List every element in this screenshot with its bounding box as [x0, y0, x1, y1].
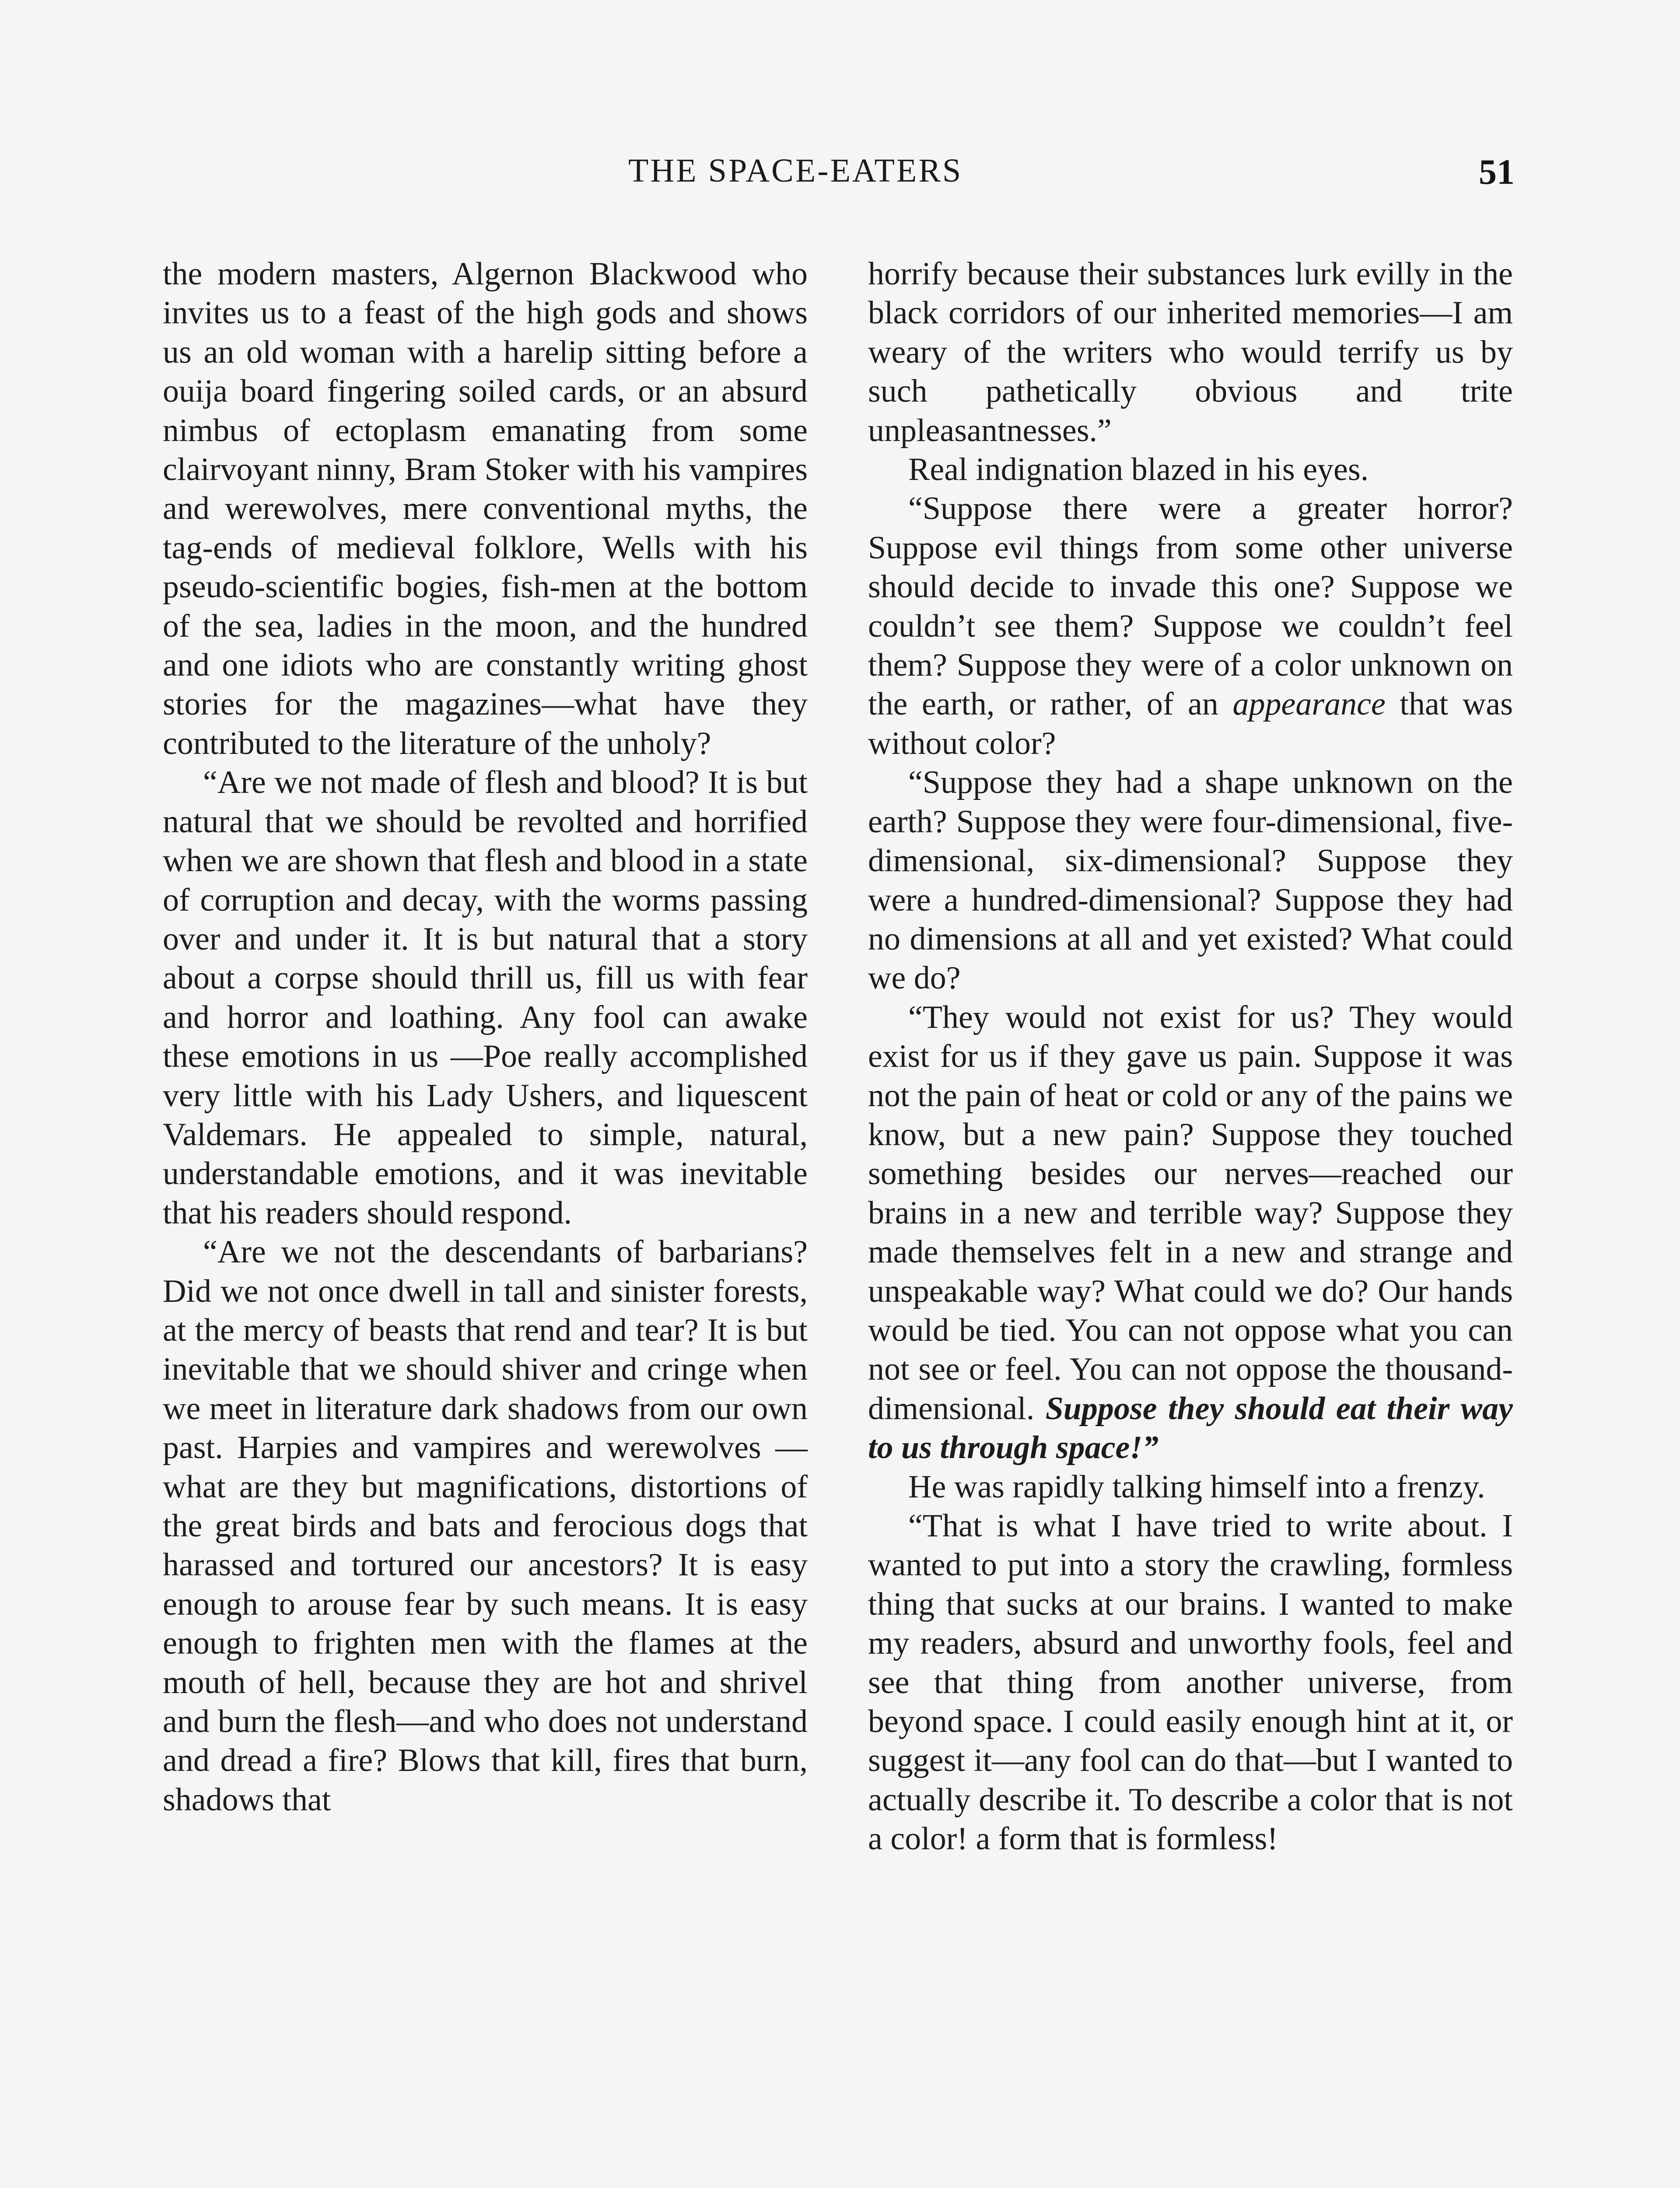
running-title: THE SPACE-EATERS [628, 152, 963, 189]
paragraph: “Are we not made of flesh and blood? It is but natural that we should be revolted and horrified when we are shown that flesh and blood in a state of corruption and decay, with the worms passing over and under it. It is but natural that a story about a corpse should thrill us, fill us with fear and horror and loathing. Any fool can awake these emotions in us —Poe really accomplished very little with his Lady Ushers, and liquescent Valdemars. He appealed to simple, natural, understandable emotions, and it was inevitable that his readers should respond. [163, 764, 808, 1231]
paragraph: the modern masters, Algernon Blackwood who invites us to a feast of the high gods and shows us an old woman with a harelip sitting before a ouija board fingering soiled cards, or an absurd nimbus of ectoplasm emanating from some clairvoyant ninny, Bram Stoker with his vampires and werewolves, mere conventional myths, the tag-ends of medieval folklore, Wells with his pseudo-scientific bogies, fish-men at the bottom of the sea, ladies in the moon, and the hundred and one idiots who are constantly writing ghost stories for the magazines—what have they contributed to the literature of the unholy? [163, 256, 808, 761]
paragraph-text: “Suppose there were a greater horror? Suppose evil things from some other universe should decide to invade this one? Suppose we couldn’t see them? Suppose we couldn’t feel them? Suppose they were of a color unknown on the earth, or rather, of an [868, 491, 1513, 722]
paragraph: “Are we not the descendants of barbarians? Did we not once dwell in tall and sinister forests, at the mercy of beasts that rend and tear? It is but inevitable that we should shiver and cringe when we meet in literature dark shadows from our own past. Harpies and vampires and werewolves — what are they but magnifications, distortions of the great birds and bats and ferocious dogs that harassed and tortured our ancestors? It is easy enough to arouse fear by such means. It is easy enough to frighten men with the flames at the mouth of hell, because they are hot and shrivel and burn the flesh—and who does not understand and dread a fire? Blows that kill, fires that burn, shadows that [163, 1234, 808, 1818]
paragraph-text: “They would not exist for us? They would exist for us if they gave us pain. Suppose it was not the pain of heat or cold or any of the pains we know, but a new pain? Suppose they touched something besides our nerves—reached our brains in a new and terrible way? Suppose they made themselves felt in a new and strange and unspeakable way? What could we do? Our hands would be tied. You can not oppose what you can not see or feel. You can not oppose the thousand-dimensional. [868, 999, 1513, 1427]
paragraph [868, 998, 1513, 1468]
italic-text: Suppose they should eat their way to us through space!” [868, 1390, 1513, 1466]
right-column [868, 255, 1513, 1859]
paragraph [868, 489, 1513, 763]
paragraph: “That is what I have tried to write about. I wanted to put into a story the crawling, formless thing that sucks at our brains. I wanted to make my readers, absurd and unworthy fools, feel and see that thing from another universe, from beyond space. I could easily enough hint at it, or suggest it—any fool can do that—but I wanted to actually describe it. To describe a color that is not a color! a form that is formless! [868, 1508, 1513, 1857]
left-column [163, 255, 808, 1820]
paragraph: horrify because their substances lurk evilly in the black corridors of our inherited memories—I am weary of the writers who would terrify us by such pathetically obvious and trite unpleasantnesses.” [868, 256, 1513, 449]
italic-text: appearance [1232, 686, 1386, 722]
page-number: 51 [1479, 152, 1515, 192]
paragraph: “Suppose they had a shape unknown on the earth? Suppose they were four-dimensional, five-dimensional, six-dimensional? Suppose they were a hundred-dimensional? Suppose they had no dimensions at all and yet existed? What could we do? [868, 764, 1513, 996]
paragraph: He was rapidly talking himself into a frenzy. [908, 1469, 1485, 1505]
paragraph: Real indignation blazed in his eyes. [908, 452, 1369, 488]
paragraph-text: that was without color? [868, 686, 1513, 761]
